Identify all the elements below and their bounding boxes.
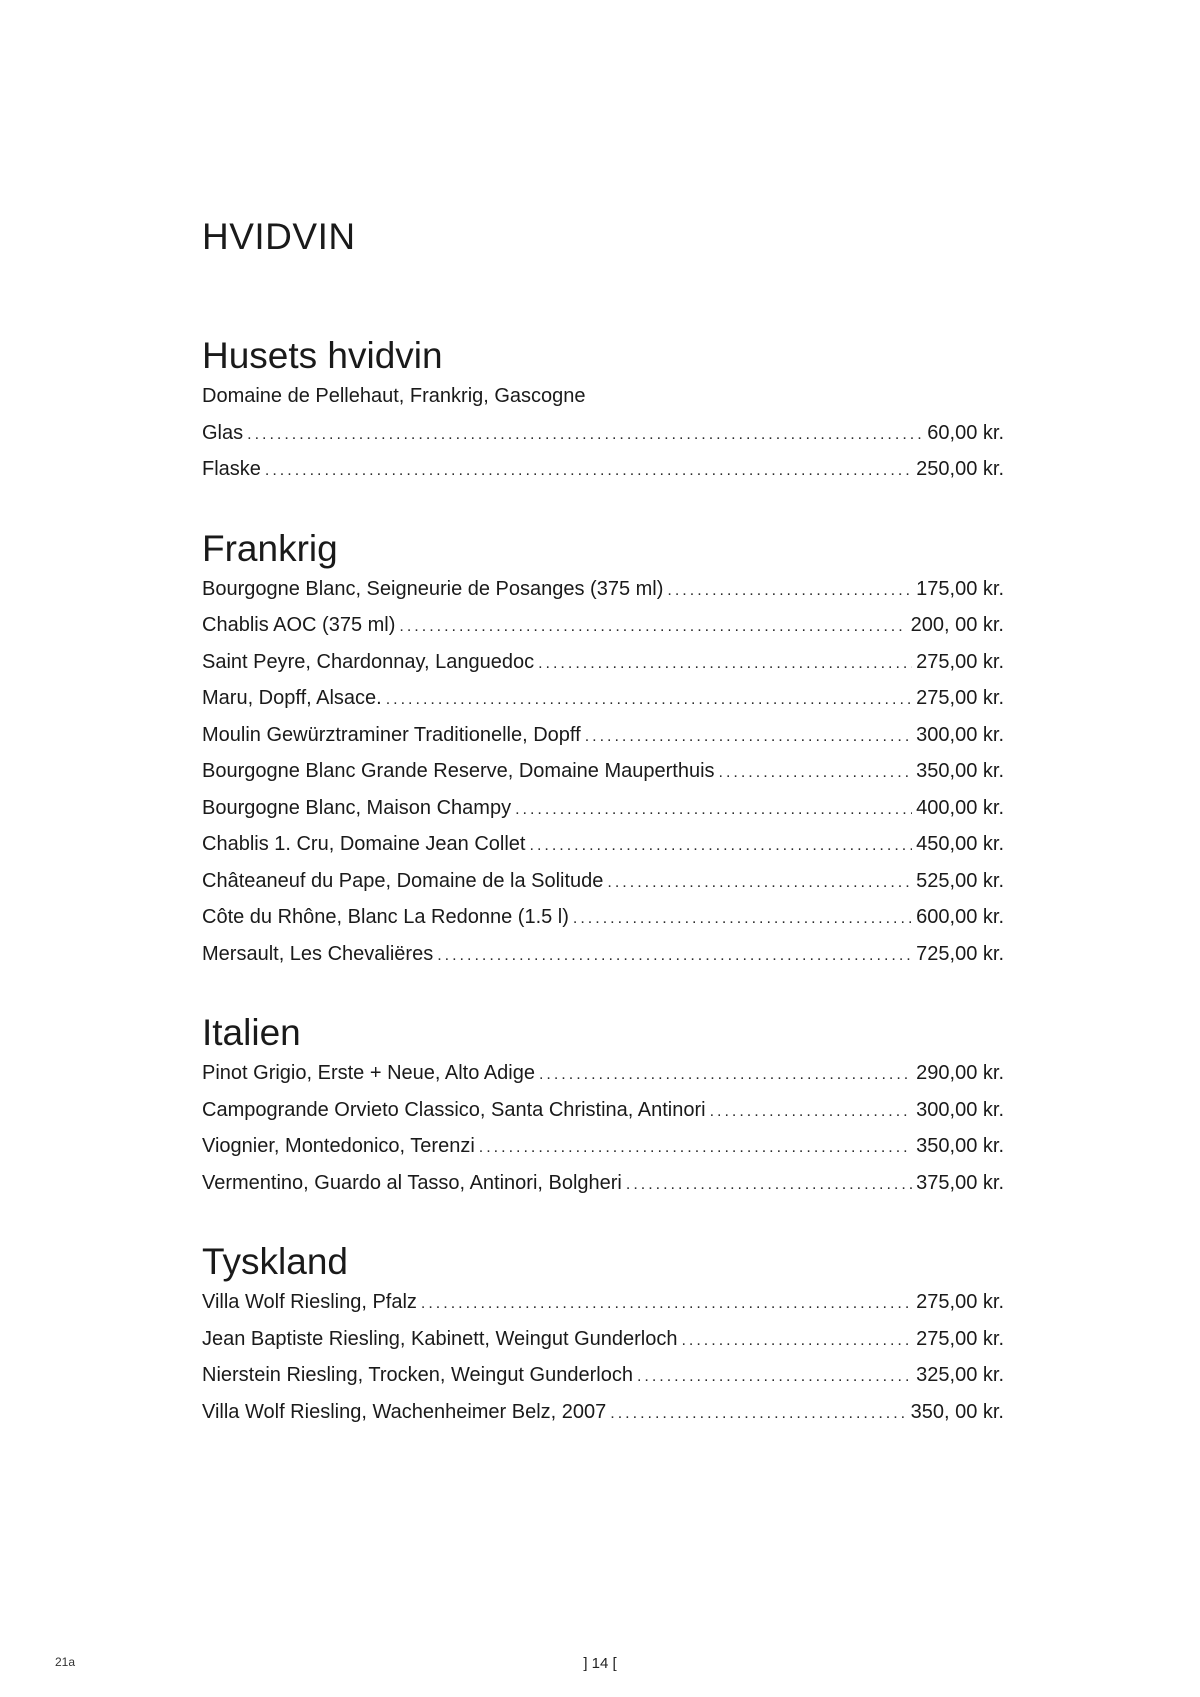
wine-price: 350, 00 kr. [910,1400,1004,1423]
footer-code: 21a [55,1655,76,1669]
wine-item [202,1128,1004,1165]
wine-item [202,1055,1004,1092]
wine-price: 400,00 kr. [916,796,1004,819]
dot-leader [479,1130,912,1167]
wine-item [202,936,1004,973]
wine-name: Côte du Rhône, Blanc La Redonne (1.5 l) [202,906,569,928]
wine-price: 175,00 kr. [916,577,1004,600]
page-title: HVIDVIN [202,216,356,257]
dot-leader [667,573,912,610]
wine-item [202,826,1004,863]
dot-leader [399,609,906,646]
section-title: Tyskland [202,1241,349,1282]
wine-item [202,790,1004,827]
wine-items [202,571,1004,973]
wine-item [202,607,1004,644]
wine-price: 60,00 kr. [927,421,1004,444]
dot-leader [710,1094,913,1131]
wine-name: Jean Baptiste Riesling, Kabinett, Weingut Gunderloch [202,1327,678,1350]
wine-item [202,717,1004,754]
wine-price: 450,00 kr. [916,833,1004,855]
wine-price: 375,00 kr. [916,1171,1004,1194]
wine-name: Vermentino, Guardo al Tasso, Antinori, Bolgheri [202,1171,622,1194]
dot-leader [265,453,912,490]
dot-leader [719,755,913,792]
wine-price: 250,00 kr. [916,458,1004,480]
wine-name: Pinot Grigio, Erste + Neue, Alto Adige [202,1062,535,1084]
wine-item [202,1321,1004,1358]
wine-name: Chablis AOC (375 ml) [202,614,396,636]
wine-name: Chablis 1. Cru, Domaine Jean Collet [202,833,526,855]
wine-item [202,415,1004,452]
dot-leader [421,1286,912,1323]
wine-name: Campogrande Orvieto Classico, Santa Christina, Antinori [202,1098,706,1121]
wine-name: Viognier, Montedonico, Terenzi [202,1135,475,1157]
dot-leader [681,1323,912,1360]
section-italien [202,1011,1004,1201]
wine-price: 350,00 kr. [916,1135,1004,1157]
wine-name: Saint Peyre, Chardonnay, Languedoc [202,650,535,673]
dot-leader [539,1057,912,1094]
section-husets-hvidvin [202,334,1004,488]
dot-leader [585,719,912,756]
wine-item [202,1092,1004,1129]
wine-price: 275,00 kr. [916,650,1004,673]
dot-leader [637,1359,912,1396]
section-title: Husets hvidvin [202,335,443,376]
wine-list [202,334,1004,1430]
wine-name: Flaske [202,458,261,480]
dot-leader [610,1396,906,1433]
page-number: ] 14 [ [583,1655,617,1672]
wine-name: Châteaneuf du Pape, Domaine de la Solitude [202,869,604,892]
dot-leader [607,865,912,902]
wine-name: Bourgogne Blanc, Maison Champy [202,796,512,819]
wine-name: Villa Wolf Riesling, Wachenheimer Belz, 2007 [202,1400,607,1423]
dot-leader [437,938,912,975]
wine-name: Moulin Gewürztraminer Traditionelle, Dopff [202,723,581,746]
section-tyskland [202,1240,1004,1430]
wine-item [202,1357,1004,1394]
wine-name: Nierstein Riesling, Trocken, Weingut Gunderloch [202,1364,633,1386]
section-frankrig [202,527,1004,973]
dot-leader [626,1167,912,1204]
wine-price: 200, 00 kr. [910,614,1004,636]
wine-price: 275,00 kr. [916,687,1004,709]
dot-leader [247,417,923,454]
wine-items [202,1284,1004,1430]
dot-leader [573,901,912,938]
wine-item [202,644,1004,681]
wine-name: Maru, Dopff, Alsace. [202,687,382,709]
wine-item [202,571,1004,608]
wine-name: Glas [202,421,244,444]
wine-name: Bourgogne Blanc, Seigneurie de Posanges (375 ml) [202,577,664,600]
wine-price: 300,00 kr. [916,723,1004,746]
wine-name: Villa Wolf Riesling, Pfalz [202,1291,417,1313]
section-title: Italien [202,1012,301,1053]
wine-price: 275,00 kr. [916,1327,1004,1350]
wine-name: Bourgogne Blanc Grande Reserve, Domaine Mauperthuis [202,760,715,782]
wine-item [202,680,1004,717]
wine-price: 290,00 kr. [916,1062,1004,1084]
wine-item [202,863,1004,900]
wine-price: 600,00 kr. [916,906,1004,928]
dot-leader [538,646,912,683]
section-subtitle: Domaine de Pellehaut, Frankrig, Gascogne [202,385,586,407]
wine-items [202,1055,1004,1201]
wine-price: 350,00 kr. [916,760,1004,782]
wine-item [202,899,1004,936]
wine-price: 725,00 kr. [916,942,1004,965]
wine-items [202,415,1004,488]
wine-price: 300,00 kr. [916,1098,1004,1121]
wine-item [202,753,1004,790]
wine-item [202,451,1004,488]
wine-item [202,1394,1004,1431]
wine-price: 325,00 kr. [916,1364,1004,1386]
dot-leader [530,828,913,865]
section-title: Frankrig [202,527,338,569]
wine-item [202,1284,1004,1321]
wine-item [202,1165,1004,1202]
dot-leader [386,682,912,719]
wine-price: 275,00 kr. [916,1291,1004,1313]
wine-name: Mersault, Les Chevaliëres [202,942,434,965]
dot-leader [515,792,912,829]
wine-price: 525,00 kr. [916,869,1004,892]
